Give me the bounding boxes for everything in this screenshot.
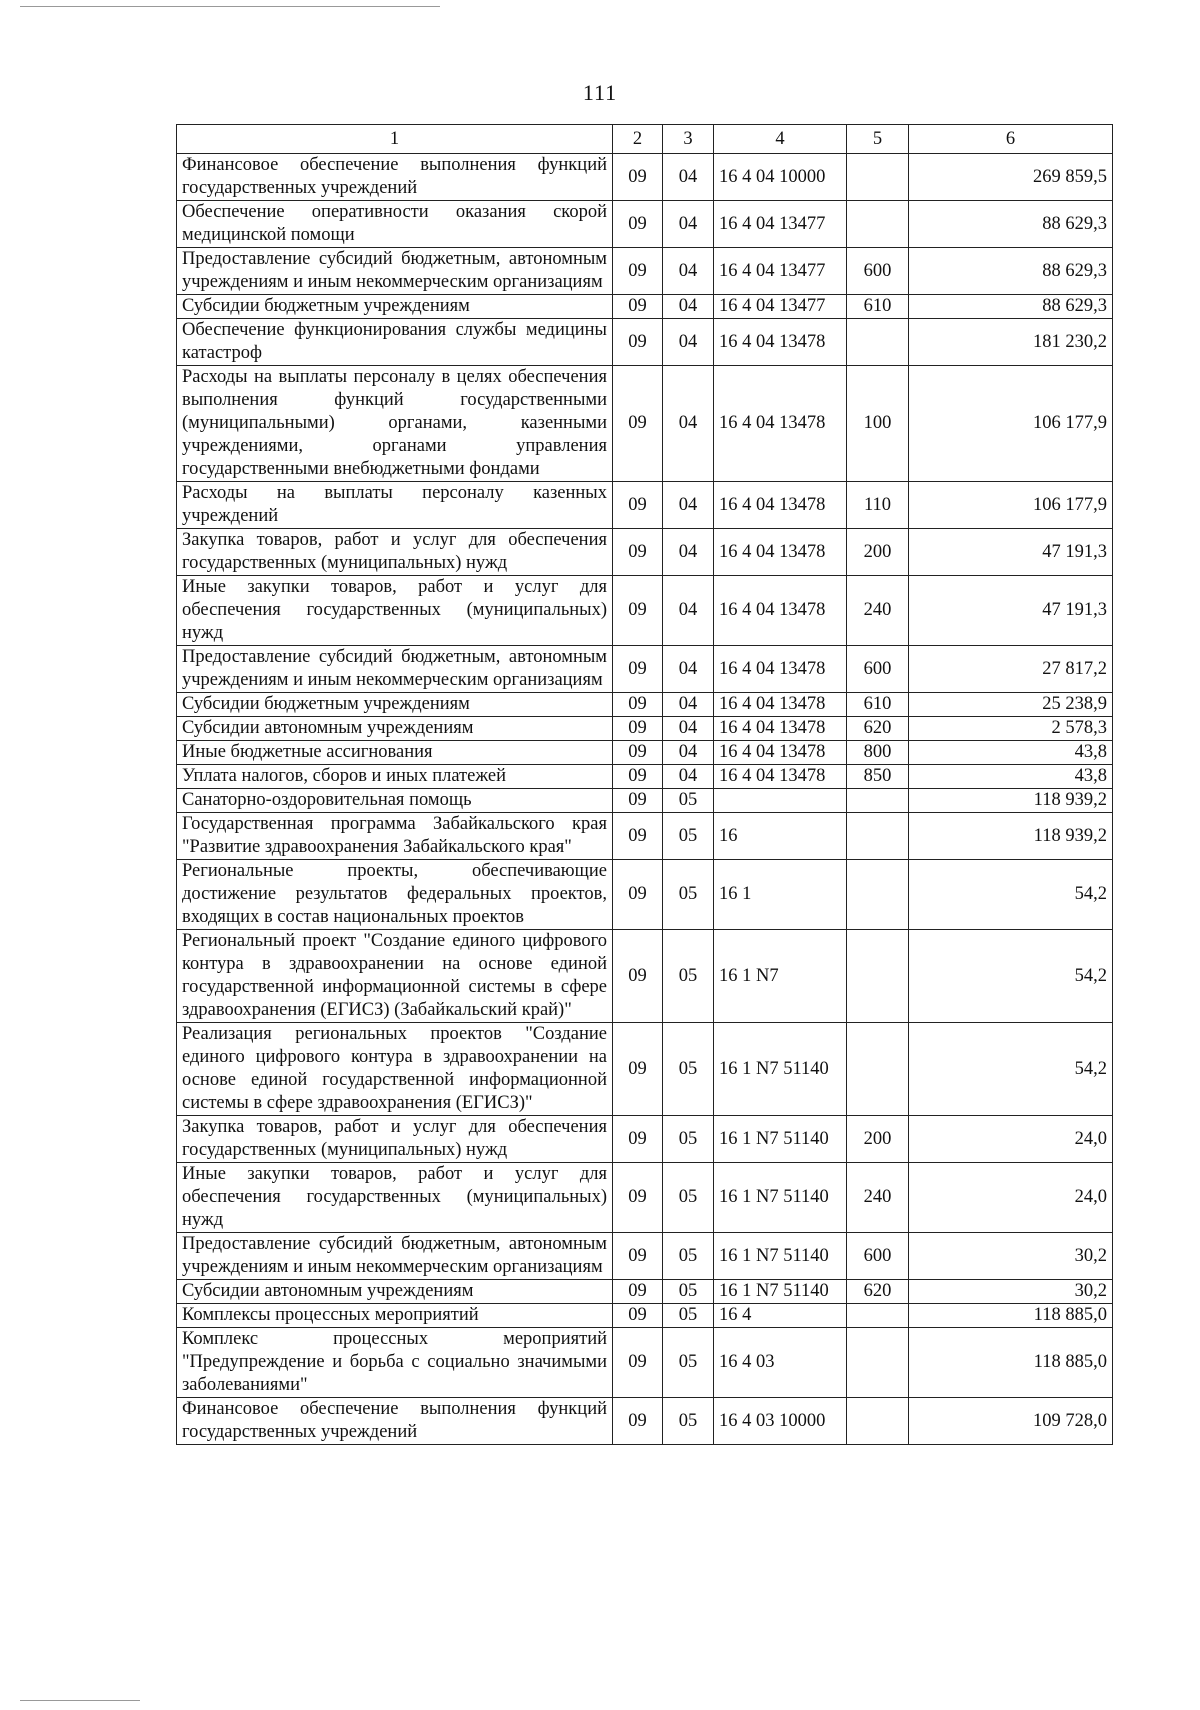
section-code-cell: 09: [613, 789, 663, 813]
expense-type-code-cell: 240: [847, 1163, 909, 1233]
target-item-code-cell: 16 1 N7: [714, 930, 847, 1023]
column-header: 4: [714, 125, 847, 154]
expense-type-code-cell: [847, 813, 909, 860]
expense-name-cell: Субсидии бюджетным учреждениям: [177, 693, 613, 717]
table-row: [177, 860, 1113, 930]
table-row: [177, 319, 1113, 366]
amount-cell: 106 177,9: [909, 482, 1113, 529]
amount-cell: 30,2: [909, 1280, 1113, 1304]
target-item-code-cell: 16 4 04 13478: [714, 646, 847, 693]
amount-cell: 118 885,0: [909, 1328, 1113, 1398]
table-row: [177, 765, 1113, 789]
expense-name-cell: Обеспечение оперативности оказания скорой медицинской помощи: [177, 201, 613, 248]
amount-cell: 269 859,5: [909, 154, 1113, 201]
amount-cell: 43,8: [909, 765, 1113, 789]
expense-name-cell: Иные бюджетные ассигнования: [177, 741, 613, 765]
expense-type-code-cell: 240: [847, 576, 909, 646]
target-item-code-cell: 16 1 N7 51140: [714, 1163, 847, 1233]
section-code-cell: 09: [613, 860, 663, 930]
expense-name-cell: Расходы на выплаты персоналу казенных учреждений: [177, 482, 613, 529]
subsection-code-cell: 05: [663, 1304, 714, 1328]
amount-cell: 54,2: [909, 1023, 1113, 1116]
target-item-code-cell: 16: [714, 813, 847, 860]
target-item-code-cell: 16 1 N7 51140: [714, 1023, 847, 1116]
table-row: [177, 482, 1113, 529]
section-code-cell: 09: [613, 717, 663, 741]
amount-cell: 27 817,2: [909, 646, 1113, 693]
column-header: 1: [177, 125, 613, 154]
expense-type-code-cell: [847, 1304, 909, 1328]
target-item-code-cell: 16 4 04 13478: [714, 529, 847, 576]
section-code-cell: 09: [613, 1398, 663, 1445]
target-item-code-cell: 16 4 04 13478: [714, 765, 847, 789]
table-row: [177, 1280, 1113, 1304]
amount-cell: 2 578,3: [909, 717, 1113, 741]
page-number: 111: [582, 80, 618, 105]
amount-cell: 30,2: [909, 1233, 1113, 1280]
expense-type-code-cell: 600: [847, 646, 909, 693]
amount-cell: 106 177,9: [909, 366, 1113, 482]
subsection-code-cell: 04: [663, 717, 714, 741]
subsection-code-cell: 04: [663, 154, 714, 201]
expense-name-cell: Комплексы процессных мероприятий: [177, 1304, 613, 1328]
section-code-cell: 09: [613, 482, 663, 529]
subsection-code-cell: 05: [663, 1328, 714, 1398]
subsection-code-cell: 05: [663, 860, 714, 930]
subsection-code-cell: 04: [663, 295, 714, 319]
section-code-cell: 09: [613, 248, 663, 295]
subsection-code-cell: 04: [663, 741, 714, 765]
subsection-code-cell: 05: [663, 1280, 714, 1304]
amount-cell: 54,2: [909, 930, 1113, 1023]
expense-name-cell: Региональные проекты, обеспечивающие достижение результатов федеральных проектов, входящих в состав национальных проектов: [177, 860, 613, 930]
expense-type-code-cell: 610: [847, 295, 909, 319]
subsection-code-cell: 05: [663, 1023, 714, 1116]
expense-name-cell: Закупка товаров, работ и услуг для обеспечения государственных (муниципальных) нужд: [177, 1116, 613, 1163]
expense-type-code-cell: [847, 154, 909, 201]
subsection-code-cell: 04: [663, 366, 714, 482]
expense-type-code-cell: [847, 860, 909, 930]
subsection-code-cell: 04: [663, 576, 714, 646]
expense-name-cell: Субсидии автономным учреждениям: [177, 717, 613, 741]
section-code-cell: 09: [613, 1163, 663, 1233]
amount-cell: 109 728,0: [909, 1398, 1113, 1445]
table-row: [177, 1233, 1113, 1280]
subsection-code-cell: 05: [663, 1398, 714, 1445]
table-row: [177, 1163, 1113, 1233]
amount-cell: 181 230,2: [909, 319, 1113, 366]
target-item-code-cell: 16 4 04 13478: [714, 482, 847, 529]
table-row: [177, 813, 1113, 860]
budget-table: [176, 124, 1113, 1445]
amount-cell: 118 939,2: [909, 789, 1113, 813]
section-code-cell: 09: [613, 1304, 663, 1328]
target-item-code-cell: 16 4 03 10000: [714, 1398, 847, 1445]
expense-type-code-cell: 610: [847, 693, 909, 717]
table-row: [177, 1304, 1113, 1328]
table-row: [177, 693, 1113, 717]
section-code-cell: 09: [613, 693, 663, 717]
subsection-code-cell: 04: [663, 765, 714, 789]
expense-type-code-cell: [847, 789, 909, 813]
section-code-cell: 09: [613, 1116, 663, 1163]
expense-name-cell: Финансовое обеспечение выполнения функций государственных учреждений: [177, 154, 613, 201]
table-row: [177, 1398, 1113, 1445]
subsection-code-cell: 05: [663, 1116, 714, 1163]
subsection-code-cell: 04: [663, 529, 714, 576]
target-item-code-cell: 16 4 04 13477: [714, 201, 847, 248]
amount-cell: 118 885,0: [909, 1304, 1113, 1328]
target-item-code-cell: 16 4 04 13478: [714, 693, 847, 717]
target-item-code-cell: 16 4 04 13478: [714, 319, 847, 366]
expense-type-code-cell: [847, 319, 909, 366]
expense-name-cell: Финансовое обеспечение выполнения функций государственных учреждений: [177, 1398, 613, 1445]
table-row: [177, 576, 1113, 646]
subsection-code-cell: 05: [663, 789, 714, 813]
subsection-code-cell: 04: [663, 319, 714, 366]
section-code-cell: 09: [613, 1233, 663, 1280]
section-code-cell: 09: [613, 741, 663, 765]
section-code-cell: 09: [613, 1023, 663, 1116]
subsection-code-cell: 04: [663, 201, 714, 248]
amount-cell: 88 629,3: [909, 295, 1113, 319]
amount-cell: 24,0: [909, 1116, 1113, 1163]
expense-name-cell: Субсидии бюджетным учреждениям: [177, 295, 613, 319]
expense-type-code-cell: [847, 1398, 909, 1445]
table-row: [177, 201, 1113, 248]
section-code-cell: 09: [613, 319, 663, 366]
target-item-code-cell: [714, 789, 847, 813]
table-row: [177, 248, 1113, 295]
subsection-code-cell: 05: [663, 1163, 714, 1233]
target-item-code-cell: 16 4 04 10000: [714, 154, 847, 201]
column-header: 5: [847, 125, 909, 154]
target-item-code-cell: 16 1 N7 51140: [714, 1280, 847, 1304]
subsection-code-cell: 04: [663, 248, 714, 295]
table-row: [177, 295, 1113, 319]
expense-type-code-cell: 200: [847, 1116, 909, 1163]
expense-name-cell: Предоставление субсидий бюджетным, автономным учреждениям и иным некоммерческим организациям: [177, 248, 613, 295]
table-row: [177, 1328, 1113, 1398]
expense-type-code-cell: [847, 930, 909, 1023]
expense-type-code-cell: 600: [847, 248, 909, 295]
table-row: [177, 717, 1113, 741]
subsection-code-cell: 05: [663, 1233, 714, 1280]
target-item-code-cell: 16 4 04 13478: [714, 741, 847, 765]
expense-type-code-cell: 620: [847, 717, 909, 741]
expense-type-code-cell: [847, 1328, 909, 1398]
section-code-cell: 09: [613, 529, 663, 576]
expense-type-code-cell: [847, 201, 909, 248]
expense-type-code-cell: 200: [847, 529, 909, 576]
expense-name-cell: Закупка товаров, работ и услуг для обеспечения государственных (муниципальных) нужд: [177, 529, 613, 576]
subsection-code-cell: 04: [663, 482, 714, 529]
table-row: [177, 741, 1113, 765]
expense-type-code-cell: 600: [847, 1233, 909, 1280]
expense-name-cell: Предоставление субсидий бюджетным, автономным учреждениям и иным некоммерческим организациям: [177, 646, 613, 693]
table-row: [177, 154, 1113, 201]
section-code-cell: 09: [613, 154, 663, 201]
amount-cell: 118 939,2: [909, 813, 1113, 860]
expense-name-cell: Иные закупки товаров, работ и услуг для обеспечения государственных (муниципальных) нужд: [177, 1163, 613, 1233]
expense-name-cell: Расходы на выплаты персоналу в целях обеспечения выполнения функций государственными (муниципальными) органами, казенными учреждениями, органами управления государственными внебюджетными фондами: [177, 366, 613, 482]
table-row: [177, 930, 1113, 1023]
expense-type-code-cell: [847, 1023, 909, 1116]
subsection-code-cell: 05: [663, 930, 714, 1023]
table-header-row: [177, 125, 1113, 154]
section-code-cell: 09: [613, 295, 663, 319]
expense-name-cell: Государственная программа Забайкальского края "Развитие здравоохранения Забайкальского края": [177, 813, 613, 860]
amount-cell: 88 629,3: [909, 201, 1113, 248]
expense-name-cell: Обеспечение функционирования службы медицины катастроф: [177, 319, 613, 366]
target-item-code-cell: 16 4 04 13477: [714, 295, 847, 319]
section-code-cell: 09: [613, 201, 663, 248]
target-item-code-cell: 16 4 04 13478: [714, 366, 847, 482]
subsection-code-cell: 04: [663, 693, 714, 717]
amount-cell: 88 629,3: [909, 248, 1113, 295]
section-code-cell: 09: [613, 813, 663, 860]
target-item-code-cell: 16 1 N7 51140: [714, 1233, 847, 1280]
target-item-code-cell: 16 4 04 13478: [714, 576, 847, 646]
expense-name-cell: Реализация региональных проектов "Создание единого цифрового контура в здравоохранении на основе единой государственной информационной системы в сфере здравоохранения (ЕГИСЗ)": [177, 1023, 613, 1116]
amount-cell: 47 191,3: [909, 576, 1113, 646]
table-row: [177, 1116, 1113, 1163]
section-code-cell: 09: [613, 646, 663, 693]
expense-name-cell: Региональный проект "Создание единого цифрового контура в здравоохранении на основе единой государственной информационной системы в сфере здравоохранения (ЕГИСЗ) (Забайкальский край)": [177, 930, 613, 1023]
section-code-cell: 09: [613, 765, 663, 789]
expense-name-cell: Уплата налогов, сборов и иных платежей: [177, 765, 613, 789]
section-code-cell: 09: [613, 1280, 663, 1304]
target-item-code-cell: 16 4: [714, 1304, 847, 1328]
scan-artifact-line: [20, 6, 440, 7]
amount-cell: 47 191,3: [909, 529, 1113, 576]
table-row: [177, 646, 1113, 693]
expense-type-code-cell: 800: [847, 741, 909, 765]
expense-type-code-cell: 100: [847, 366, 909, 482]
amount-cell: 24,0: [909, 1163, 1113, 1233]
scan-artifact-line: [20, 1700, 140, 1701]
target-item-code-cell: 16 4 04 13478: [714, 717, 847, 741]
table-row: [177, 789, 1113, 813]
table-row: [177, 1023, 1113, 1116]
column-header: 3: [663, 125, 714, 154]
amount-cell: 43,8: [909, 741, 1113, 765]
target-item-code-cell: 16 1 N7 51140: [714, 1116, 847, 1163]
expense-name-cell: Иные закупки товаров, работ и услуг для обеспечения государственных (муниципальных) нужд: [177, 576, 613, 646]
section-code-cell: 09: [613, 1328, 663, 1398]
section-code-cell: 09: [613, 576, 663, 646]
amount-cell: 54,2: [909, 860, 1113, 930]
expense-name-cell: Комплекс процессных мероприятий "Предупреждение и борьба с социально значимыми заболеваниями": [177, 1328, 613, 1398]
column-header: 2: [613, 125, 663, 154]
table-row: [177, 529, 1113, 576]
section-code-cell: 09: [613, 930, 663, 1023]
table-row: [177, 366, 1113, 482]
target-item-code-cell: 16 1: [714, 860, 847, 930]
section-code-cell: 09: [613, 366, 663, 482]
column-header: 6: [909, 125, 1113, 154]
expense-name-cell: Субсидии автономным учреждениям: [177, 1280, 613, 1304]
expense-name-cell: Предоставление субсидий бюджетным, автономным учреждениям и иным некоммерческим организациям: [177, 1233, 613, 1280]
expense-type-code-cell: 110: [847, 482, 909, 529]
target-item-code-cell: 16 4 03: [714, 1328, 847, 1398]
target-item-code-cell: 16 4 04 13477: [714, 248, 847, 295]
expense-type-code-cell: 850: [847, 765, 909, 789]
expense-name-cell: Санаторно-оздоровительная помощь: [177, 789, 613, 813]
expense-type-code-cell: 620: [847, 1280, 909, 1304]
amount-cell: 25 238,9: [909, 693, 1113, 717]
subsection-code-cell: 05: [663, 813, 714, 860]
subsection-code-cell: 04: [663, 646, 714, 693]
